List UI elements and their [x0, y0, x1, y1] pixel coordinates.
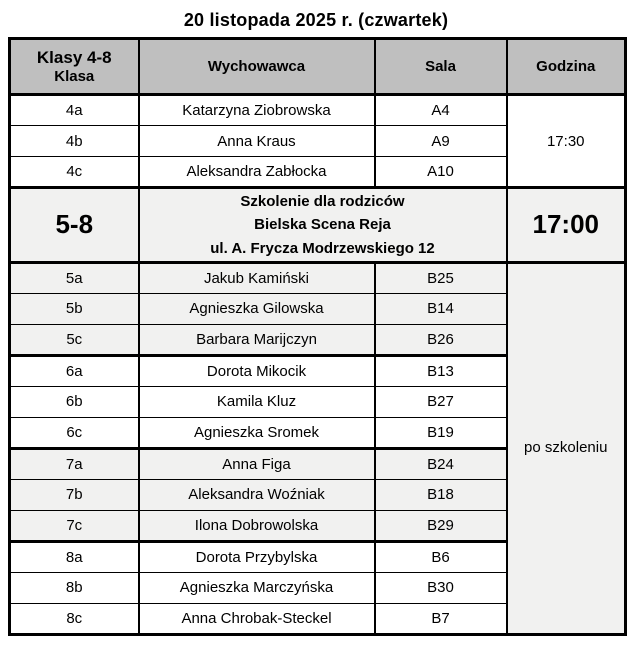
room-cell: B25 — [375, 262, 507, 293]
teacher-cell: Barbara Marijczyn — [139, 324, 375, 355]
teacher-cell: Agnieszka Gilowska — [139, 293, 375, 324]
teacher-cell: Katarzyna Ziobrowska — [139, 95, 375, 126]
class-cell: 8b — [10, 572, 139, 603]
table-row — [10, 95, 626, 126]
teacher-cell: Agnieszka Marczyńska — [139, 572, 375, 603]
class-cell: 5-8 — [10, 188, 139, 263]
time-cell-training: 17:00 — [507, 188, 626, 263]
teacher-cell: Dorota Przybylska — [139, 541, 375, 572]
header-row — [10, 39, 626, 95]
room-cell: A4 — [375, 95, 507, 126]
training-line2: Bielska Scena Reja — [254, 216, 391, 234]
date-title: 20 listopada 2025 r. (czwartek) — [183, 10, 449, 30]
class-cell: 8a — [10, 541, 139, 572]
teacher-cell: Aleksandra Zabłocka — [139, 157, 375, 188]
class-cell: 4a — [10, 95, 139, 126]
header-godzina: Godzina — [507, 39, 626, 95]
class-cell: 5a — [10, 262, 139, 293]
teacher-cell: Ilona Dobrowolska — [139, 510, 375, 541]
room-cell: B27 — [375, 386, 507, 417]
room-cell: B6 — [375, 541, 507, 572]
class-cell: 7a — [10, 448, 139, 479]
teacher-cell: Aleksandra Woźniak — [139, 479, 375, 510]
room-cell: B7 — [375, 603, 507, 634]
room-cell: B18 — [375, 479, 507, 510]
class-cell: 5c — [10, 324, 139, 355]
room-cell: B26 — [375, 324, 507, 355]
teacher-cell: Jakub Kamiński — [139, 262, 375, 293]
training-info-cell — [139, 188, 507, 263]
training-row — [10, 188, 626, 263]
room-cell: B14 — [375, 293, 507, 324]
training-line1: Szkolenie dla rodziców — [240, 193, 405, 210]
room-cell: A9 — [375, 126, 507, 157]
time-cell-group4: 17:30 — [507, 95, 626, 188]
header-klasa-label: Klasa — [54, 67, 95, 85]
teacher-cell: Anna Kraus — [139, 126, 375, 157]
teacher-cell: Dorota Mikocik — [139, 355, 375, 386]
header-klasa — [10, 39, 139, 95]
time-cell-after-training: po szkoleniu — [507, 262, 626, 634]
room-cell: B29 — [375, 510, 507, 541]
class-cell: 8c — [10, 603, 139, 634]
room-cell: B19 — [375, 417, 507, 448]
header-wychowawca: Wychowawca — [139, 39, 375, 95]
training-line3: ul. A. Frycza Modrzewskiego 12 — [210, 239, 435, 257]
room-cell: B13 — [375, 355, 507, 386]
class-cell: 5b — [10, 293, 139, 324]
class-cell: 6b — [10, 386, 139, 417]
teacher-cell: Kamila Kluz — [139, 386, 375, 417]
header-sala: Sala — [375, 39, 507, 95]
room-cell: A10 — [375, 157, 507, 188]
class-cell: 6a — [10, 355, 139, 386]
class-cell: 4c — [10, 157, 139, 188]
table-row — [10, 262, 626, 293]
room-cell: B30 — [375, 572, 507, 603]
table-header — [10, 39, 626, 95]
header-klasy-label: Klasy 4-8 — [36, 47, 112, 67]
room-cell: B24 — [375, 448, 507, 479]
schedule-table — [8, 37, 627, 636]
class-cell: 7c — [10, 510, 139, 541]
teacher-cell: Anna Chrobak-Steckel — [139, 603, 375, 634]
class-cell: 4b — [10, 126, 139, 157]
class-cell: 6c — [10, 417, 139, 448]
class-cell: 7b — [10, 479, 139, 510]
teacher-cell: Agnieszka Sromek — [139, 417, 375, 448]
teacher-cell: Anna Figa — [139, 448, 375, 479]
